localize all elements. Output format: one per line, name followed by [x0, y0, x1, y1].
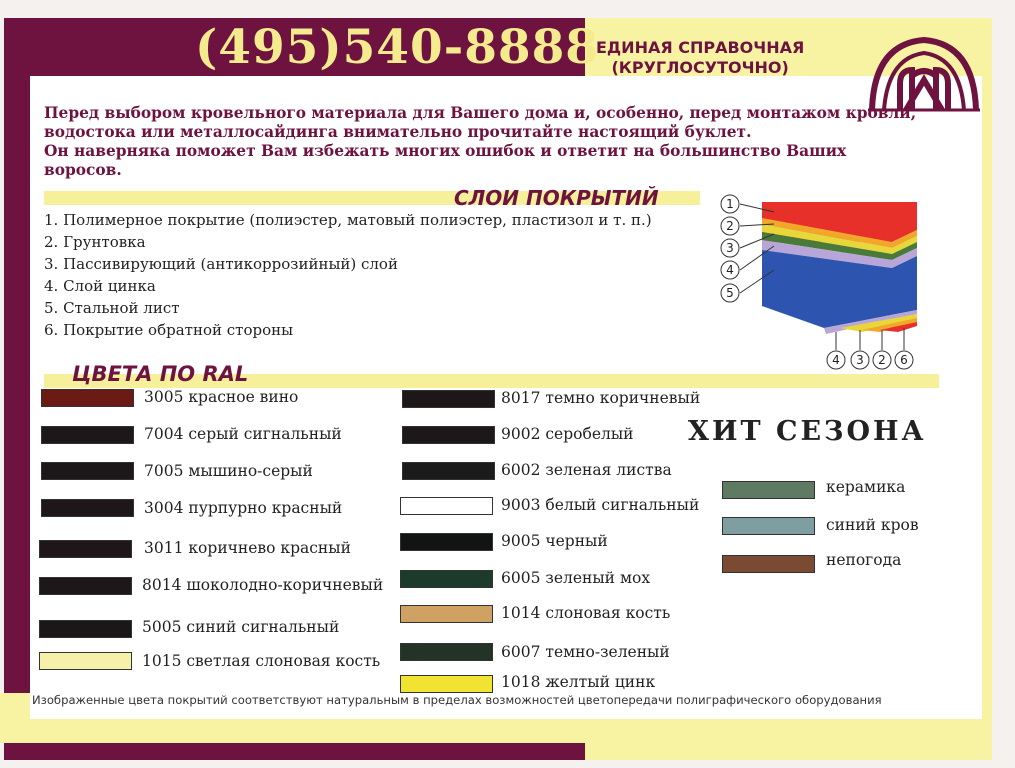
layer-item: 4. Слой цинка: [44, 277, 156, 295]
swatch-3011: [39, 540, 132, 558]
layer-item: 1. Полимерное покрытие (полиэстер, матовый полиэстер, пластизол и т. п.): [44, 211, 652, 229]
swatch-1014: [400, 605, 493, 623]
swatch-9002: [402, 426, 495, 444]
coating-layers-diagram: [712, 190, 930, 375]
swatch-label: 9003 белый сигнальный: [501, 496, 700, 514]
diagram-label: 6: [900, 353, 908, 367]
swatch-nepogoda: [722, 555, 815, 573]
diagram-label: 4: [726, 263, 734, 277]
footnote: Изображенные цвета покрытий соответствуют натуральным в пределах возможностей цветопередачи полиграфического оборудования: [32, 693, 882, 707]
swatch-3005: [41, 389, 134, 407]
swatch-label: 1018 желтый цинк: [501, 673, 656, 691]
swatch-label: 9002 серобелый: [501, 425, 634, 443]
swatch-label: непогода: [826, 551, 902, 569]
swatch-label: 7005 мышино-серый: [144, 462, 313, 480]
diagram-label: 2: [878, 353, 886, 367]
hotline-line-2: (КРУГЛОСУТОЧНО): [611, 58, 789, 77]
layer-item: 5. Стальной лист: [44, 299, 180, 317]
swatch-6007: [400, 643, 493, 661]
swatch-7005: [41, 462, 134, 480]
diagram-label: 3: [726, 241, 734, 255]
swatch-label: 8017 темно коричневый: [501, 389, 701, 407]
swatch-1018: [400, 675, 493, 693]
swatch-label: 3004 пурпурно красный: [144, 499, 343, 517]
swatch-9003: [400, 497, 493, 515]
intro-line-2: водостока или металлосайдинга внимательно прочитайте настоящий буклет.: [44, 123, 752, 141]
hotline-line-1: ЕДИНАЯ СПРАВОЧНАЯ: [596, 38, 805, 57]
swatch-label: 3005 красное вино: [144, 388, 299, 406]
swatch-label: 9005 черный: [501, 532, 608, 550]
swatch-label: керамика: [826, 478, 906, 496]
layers-section-title: СЛОИ ПОКРЫТИЙ: [454, 186, 659, 210]
intro-line-4: воросов.: [44, 161, 122, 179]
diagram-label: 5: [726, 286, 734, 300]
swatch-label: 6005 зеленый мох: [501, 569, 651, 587]
hotline-caption: [596, 38, 804, 78]
swatch-label: 3011 коричнево красный: [144, 539, 351, 557]
layer-item: 6. Покрытие обратной стороны: [44, 321, 294, 339]
phone-number: (495)540-8888: [195, 20, 600, 75]
swatch-3004: [41, 499, 134, 517]
intro-line-1: Перед выбором кровельного материала для Вашего дома и, особенно, перед монтажом кровли,: [44, 104, 917, 122]
ral-section-title: ЦВЕТА ПО RAL: [72, 362, 249, 386]
layer-item: 3. Пассивирующий (антикоррозийный) слой: [44, 255, 398, 273]
hit-season-title: ХИТ СЕЗОНА: [688, 416, 927, 447]
intro-line-3: Он наверняка поможет Вам избежать многих ошибок и ответит на большинство Ваших: [44, 142, 847, 160]
company-logo: [868, 36, 980, 112]
layer-item: 2. Грунтовка: [44, 233, 146, 251]
swatch-label: 8014 шоколодно-коричневый: [142, 576, 384, 594]
swatch-siniy-krov: [722, 517, 815, 535]
swatch-keramika: [722, 481, 815, 499]
swatch-6002: [402, 462, 495, 480]
diagram-label: 2: [726, 219, 734, 233]
swatch-6005: [400, 570, 493, 588]
swatch-7004: [41, 426, 134, 444]
diagram-label: 1: [726, 197, 734, 211]
swatch-5005: [39, 620, 132, 638]
swatch-label: 5005 синий сигнальный: [142, 618, 340, 636]
layers-list: [44, 209, 652, 341]
swatch-label: 1015 светлая слоновая кость: [142, 652, 381, 670]
diagram-label: 3: [856, 353, 864, 367]
swatch-label: 7004 серый сигнальный: [144, 425, 342, 443]
swatch-1015: [39, 652, 132, 670]
intro-text: [44, 104, 969, 180]
swatch-8014: [39, 577, 132, 595]
swatch-label: 6007 темно-зеленый: [501, 643, 670, 661]
diagram-label: 4: [832, 353, 840, 367]
swatch-label: 6002 зеленая листва: [501, 461, 672, 479]
swatch-9005: [400, 533, 493, 551]
swatch-label: синий кров: [826, 516, 919, 534]
swatch-8017: [402, 390, 495, 408]
swatch-label: 1014 слоновая кость: [501, 604, 671, 622]
